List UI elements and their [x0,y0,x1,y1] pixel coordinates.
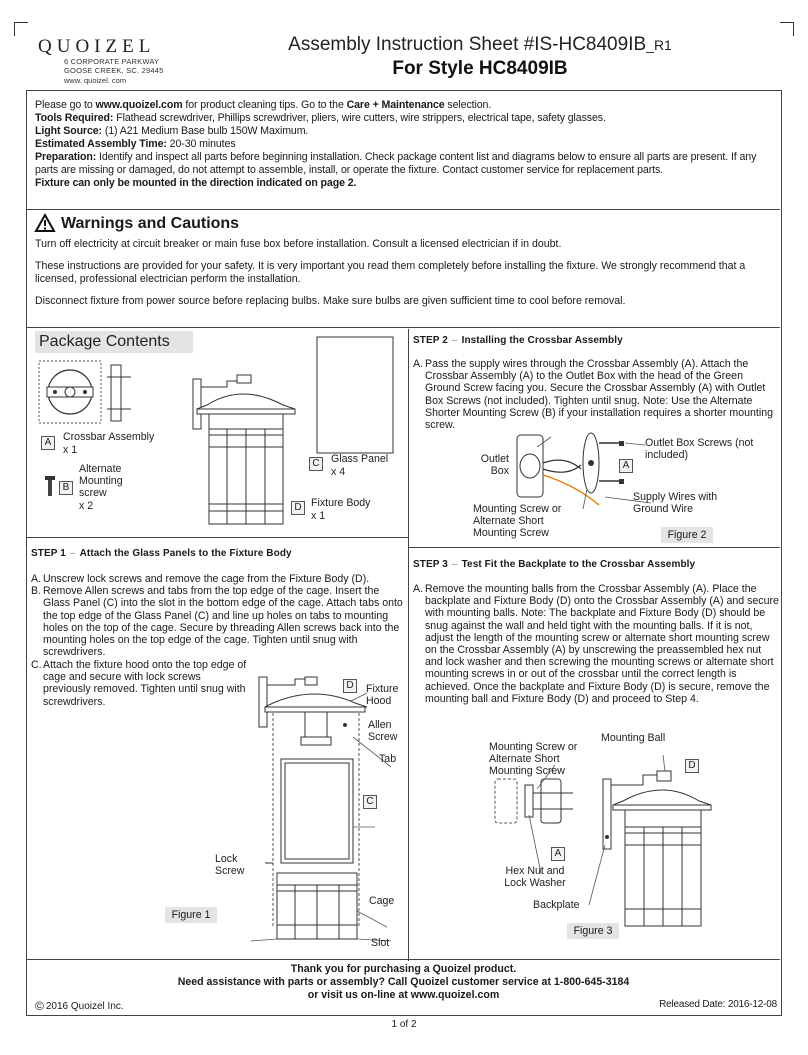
fig3-ball-label: Mounting Ball [601,732,666,744]
part-c-qty: x 4 [331,466,346,478]
fig3-hex-label: Hex Nut and Lock Washer [504,865,566,889]
prep-text: Identify and inspect all parts before beginning installation. Check package content list and diagrams below to ensure all parts are present. If any parts are missing or damaged, do not attempt to assemble, install, or operate the fixture. Contact customer service for replacement parts. [35,151,757,176]
part-a-name: Crossbar Assembly [63,431,155,443]
warning-triangle-icon [35,214,55,232]
brand-name: QUOIZEL [38,36,156,57]
fig2-mounting-label: Mounting Screw or Alternate Short Mounting Screw [473,503,562,539]
light-line [35,125,772,138]
intro-text: selection. [444,99,492,111]
warning-paragraph: Disconnect fixture from power source before replacing bulbs. Make sure bulbs are given sufficient time to cool before removal. [35,295,626,307]
fig2-screws-label: Outlet Box Screws (not included) [645,437,754,461]
divider [27,209,780,210]
fig3-d-badge: D [685,759,699,773]
step1-item-a: A. Unscrew lock screws and remove the cage from the Fixture Body (D). [31,573,370,585]
footer-line-1: Thank you for purchasing a Quoizel product. [290,963,517,975]
fig1-tab-label: Tab [379,753,397,765]
step2-a-text: Pass the supply wires through the Crossbar Assembly (A). Attach the Crossbar Assembly (A) to the Outlet Box with the head of the Green Ground Screw facing you. Secure the Crossbar Assembly (A) with Outlet Box Screws (not included). Tighten until snug. Note: Use the Alternate Shorter Mounting Screw (B) if your installation requires a shorter mounting screw. [425,358,773,432]
fig1-cage-label: Cage [369,895,395,907]
figure1-label: Figure 1 [165,907,217,923]
step1-title: Attach the Glass Panels to the Fixture Body [79,548,292,559]
direction-note [35,177,772,190]
step1-text [31,573,405,658]
page-number: 1 of 2 [391,1019,417,1030]
step3-heading: STEP 3 – Test Fit the Backplate to the Crossbar Assembly [413,559,696,570]
step1-text-c [31,659,247,708]
divider [27,537,409,538]
light-text: (1) A21 Medium Base bulb 150W Maximum. [101,125,309,137]
warning-paragraph: These instructions are provided for your safety. It is very important you read them completely before installing the fixture. We strongly recommend that a licensed, professional electrician perform the installation. [35,260,746,285]
step1-a-text: Unscrew lock screws and remove the cage from the Fixture Body (D). [43,573,370,585]
step1-b-text: Remove Allen screws and tabs from the top edge of the cage. Insert the Glass Panel (C) into the slot in the bottom edge of the cage. Attach tabs onto the top edge of the Glass Panel (C) and line up holes on tabs to mounting holes on the top of the cage. Secure by threading Allen screws back into the mounting holes on the top edge of the cage. Tighten until snug with screwdrivers. [43,585,403,659]
step3-a-text: Remove the mounting balls from the Crossbar Assembly (A). Place the backplate and Fixture Body (D) onto the Crossbar Assembly (A) and secure with mounting balls. Note: The backplate and Fixture Body (D) should be snug against the wall and held tight with the mounting balls. If it is not, adjust the length of the mounting screw or alternate short mounting screw on the Crossbar Assembly (A) by unscrewing the preassembled hex nut and lock washer and then screwing the mounting screws or alternate short mounting screws in or out of the crossbar until the correct length is achieved. Once the backplate and Fixture Body (D) is secure, remove the mounting ball and Fixture Body (D) and proceed to Step 4. [425,583,779,705]
copyright [35,999,124,1013]
step3-number: STEP 3 [413,559,448,570]
part-b-badge: B [59,481,73,495]
part-a-badge: A [41,436,55,450]
tools-text: Flathead screwdriver, Phillips screwdriver, pliers, wire cutters, wire strippers, electrical tape, safety glasses. [113,112,606,124]
step1-heading: STEP 1 – Attach the Glass Panels to the Fixture Body [31,548,292,559]
time-line [35,138,772,151]
prep-line [35,151,772,177]
figure3-label: Figure 3 [567,923,619,939]
step3-text [413,583,781,705]
address-line-2: GOOSE CREEK, SC. 29445 [64,65,164,75]
fig1-slot-label: Slot [371,937,390,949]
divider [27,327,780,328]
instruction-frame [26,90,782,1016]
step1-item-b: B. Remove Allen screws and tabs from the top edge of the cage. Insert the Glass Panel (C) into the slot in the bottom edge of the cage. Attach tabs onto the top edge of the Glass Panel (C) and line up holes on tabs to mounting holes on the top of the cage. Secure by threading Allen screws back into the mounting holes on the top edge of the cage. Tighten until snug with screwdrivers. [31,585,405,658]
document-subtitle: For Style HC8409IB [392,58,568,79]
tools-label: Tools Required: [35,112,114,124]
part-a-qty: x 1 [63,444,78,456]
step3-item-a: A. Remove the mounting balls from the Crossbar Assembly (A). Place the backplate and Fixture Body (D) onto the Crossbar Assembly (A) and secure with mounting balls. Note: The backplate and Fixture Body (D) should be snug against the wall and held tight with the mounting balls. If it is not, adjust the length of the mounting screw or alternate short mounting screw on the Crossbar Assembly (A) by unscrewing the preassembled hex nut and lock washer and then screwing the mounting screws or alternate short mounting screws in or out of the crossbar until the correct length is achieved. Once the backplate and Fixture Body (D) is secure, remove the mounting ball and Fixture Body (D) and proceed to Step 4. [413,583,781,705]
tools-line [35,112,772,125]
footer-line-3: or visit us on-line at www.quoizel.com [307,989,500,1001]
fig1-lock-label: Lock Screw [215,853,245,877]
document-title [270,34,690,56]
intro-text: Please go to [35,99,96,111]
column-divider [408,329,409,961]
step3-title: Test Fit the Backplate to the Crossbar Assembly [461,559,696,570]
divider [27,959,780,960]
figure2-label: Figure 2 [661,527,713,543]
package-contents-title: Package Contents [35,331,193,353]
fig1-c-badge: C [363,795,377,809]
intro-section [27,91,780,190]
quoizel-logo [38,36,178,85]
step1-number: STEP 1 [31,548,66,559]
copyright-text: 2016 Quoizel Inc. [45,1000,124,1012]
intro-line [35,99,772,112]
crop-mark-top-right [780,22,794,36]
warnings-section [27,214,780,317]
direction-note-text: Fixture can only be mounted in the direction indicated on page 2. [35,177,357,189]
footer-contact [27,963,780,1002]
part-c-name: Glass Panel [331,453,389,465]
revision: _R1 [646,37,672,53]
crossbar-assembly-drawing [37,359,137,431]
crop-mark-top-left [14,22,28,36]
fig1-hood-label: Fixture Hood [366,683,399,707]
step2-item-a: A. Pass the supply wires through the Crossbar Assembly (A). Attach the Crossbar Assembly (A) to the Outlet Box with the head of the Green Ground Screw facing you. Secure the Crossbar Assembly (A) with Outlet Box Screws (not included). Tighten until snug. Note: Use the Alternate Shorter Mounting Screw (B) if your installation requires a shorter mounting screw. [413,358,781,431]
light-label: Light Source: [35,125,102,137]
part-b-qty: x 2 [79,500,94,512]
step1-c-text: Attach the fixture hood onto the top edge of cage and secure with lock screws previously removed. Tighten until snug with screwdrivers. [43,659,247,708]
title-text: Assembly Instruction Sheet #IS-HC8409IB [288,34,647,55]
fig1-allen-label: Allen Screw [368,719,398,743]
fixture-body-drawing [187,369,297,529]
prep-label: Preparation: [35,151,97,163]
step2-text [413,358,781,431]
alternate-screw-drawing [45,476,55,498]
fig3-mounting-label: Mounting Screw or Alternate Short Mounting Screw [489,741,578,777]
part-d-qty: x 1 [311,510,326,522]
fig2-wires-label: Supply Wires with Ground Wire [633,491,718,515]
step1-item-c: C. Attach the fixture hood onto the top edge of cage and secure with lock screws previously removed. Tighten until snug with screwdrivers. [31,659,247,708]
fig3-a-badge: A [551,847,565,861]
intro-text: for product cleaning tips. Go to the [182,99,347,111]
address-line-1: 6 CORPORATE PARKWAY [64,57,160,66]
time-label: Estimated Assembly Time: [35,138,167,150]
header-website: www. quoizel. com [64,76,127,85]
warnings-heading [35,214,772,232]
time-text: 20-30 minutes [166,138,236,150]
part-b-name: Alternate Mounting screw [79,463,123,499]
website-link[interactable]: www.quoizel.com [95,99,183,111]
released-date: Released Date: 2016-12-08 [659,999,777,1010]
fig2-a-badge: A [619,459,633,473]
divider [409,547,780,548]
part-c-badge: C [309,457,323,471]
warning-paragraph: Turn off electricity at circuit breaker or main fuse box before installation. Consult a licensed electrician if in doubt. [35,238,562,250]
copyright-icon: © [35,999,44,1013]
fig3-backplate-label: Backplate [533,899,580,911]
warnings-title: Warnings and Cautions [61,214,240,232]
step2-heading: STEP 2 – Installing the Crossbar Assembly [413,335,623,346]
fig2-outlet-label: Outlet Box [480,453,509,477]
part-d-name: Fixture Body [311,497,371,509]
part-d-badge: D [291,501,305,515]
footer-line-2: Need assistance with parts or assembly? Call Quoizel customer service at 1-800-645-3184 [177,976,630,988]
glass-panel-drawing [317,337,397,457]
step2-number: STEP 2 [413,335,448,346]
step2-title: Installing the Crossbar Assembly [461,335,623,346]
fig1-d-badge: D [343,679,357,693]
title-block [270,34,690,80]
care-maintenance: Care + Maintenance [346,99,445,111]
